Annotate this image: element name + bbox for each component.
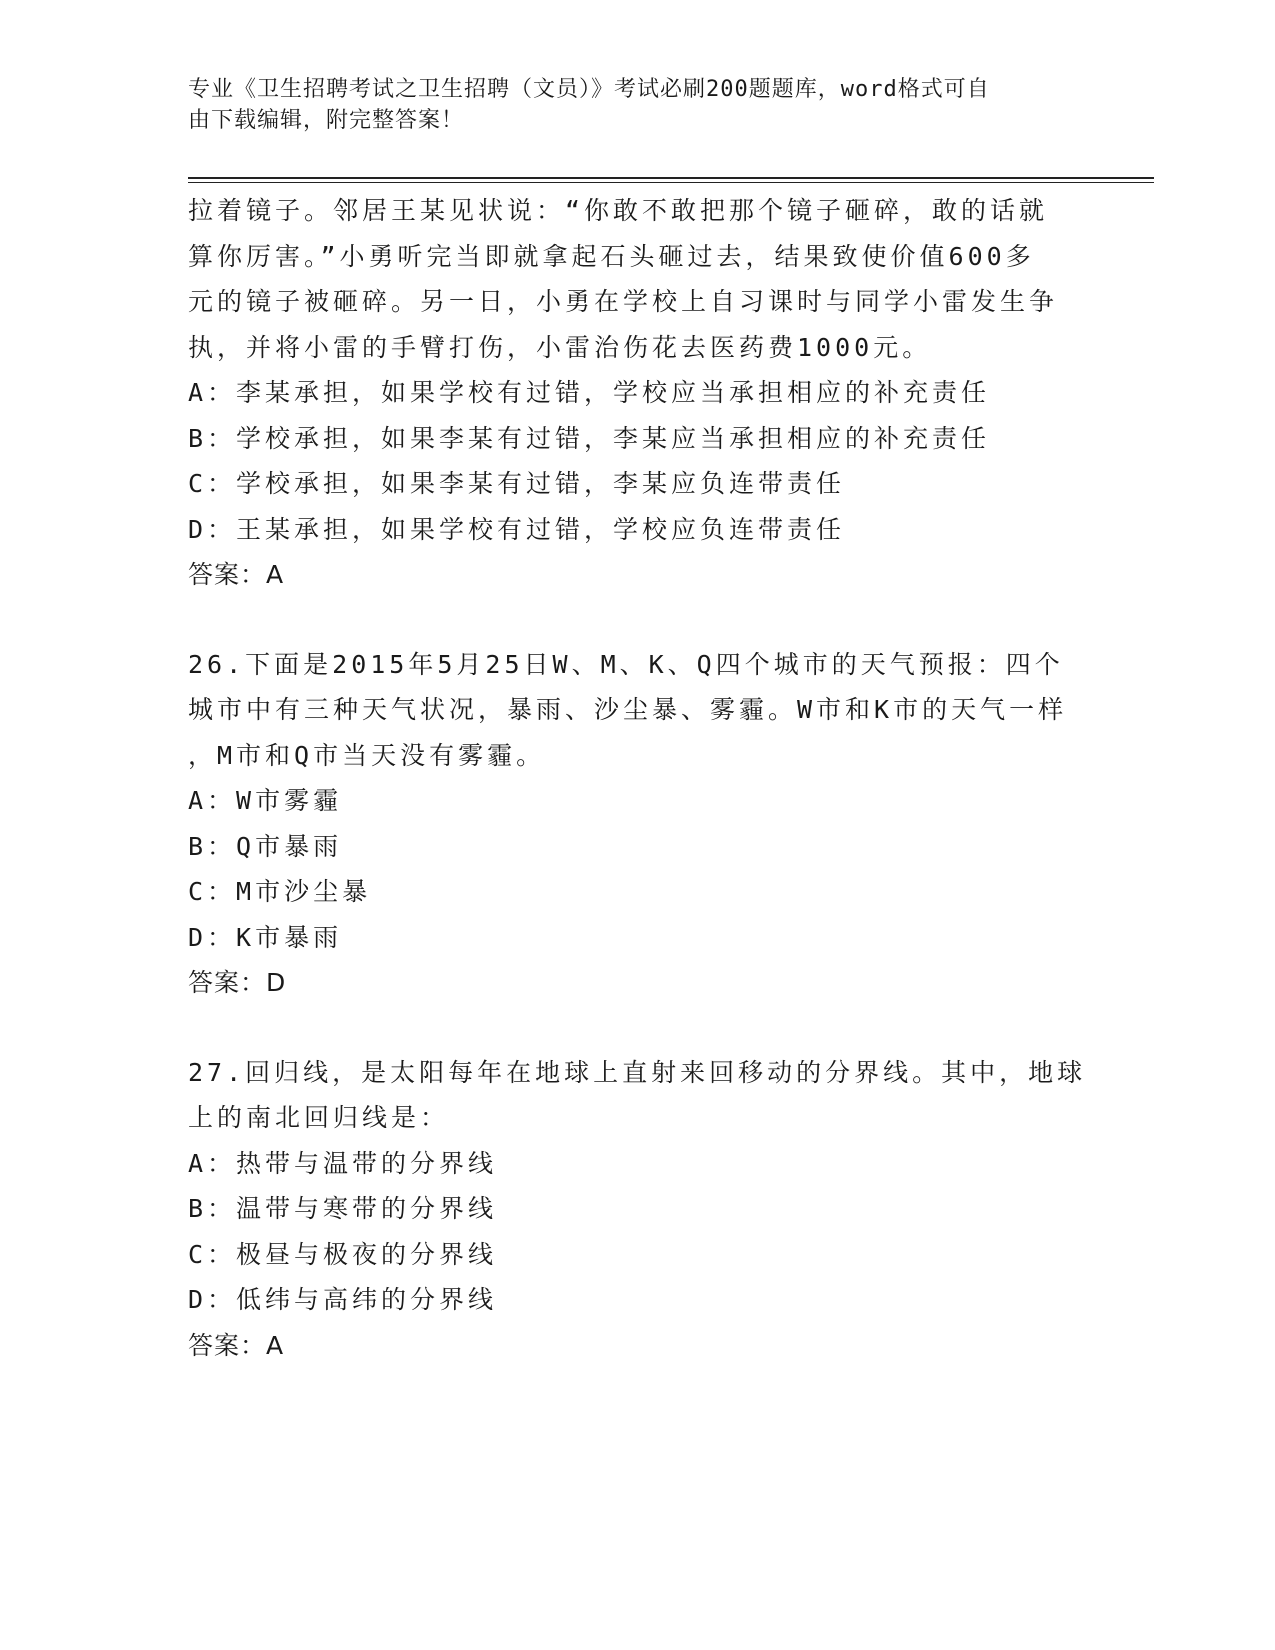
option-d: D：王某承担，如果学校有过错，学校应负连带责任 xyxy=(188,514,846,544)
option-d: D：K市暴雨 xyxy=(188,922,343,952)
question-stem-line: 元的镜子被砸碎。另一日，小勇在学校上自习课时与同学小雷发生争 xyxy=(188,287,1059,316)
option-c: C：极昼与极夜的分界线 xyxy=(188,1239,498,1269)
option-a: A：李某承担，如果学校有过错，学校应当承担相应的补充责任 xyxy=(188,378,991,407)
question-25 xyxy=(188,188,1088,598)
question-list xyxy=(188,188,1088,1368)
question-stem-line: 拉着镜子。邻居王某见状说：“你敢不敢把那个镜子砸碎，敢的话就 xyxy=(188,196,1049,225)
option-c: C：学校承担，如果李某有过错，李某应负连带责任 xyxy=(188,469,846,498)
question-27 xyxy=(188,1050,1088,1369)
answer-label: 答案：D xyxy=(188,968,287,997)
page-header xyxy=(188,74,1068,136)
option-b: B：学校承担，如果李某有过错，李某应当承担相应的补充责任 xyxy=(188,423,991,453)
question-26 xyxy=(188,642,1088,1006)
option-c: C：M市沙尘暴 xyxy=(188,877,372,906)
option-d: D：低纬与高纬的分界线 xyxy=(188,1285,498,1314)
answer-label: 答案：A xyxy=(188,1330,285,1360)
header-rule-thin xyxy=(188,182,1154,183)
question-stem-line: 26.下面是2015年5月25日W、M、K、Q四个城市的天气预报：四个 xyxy=(188,649,1064,679)
question-stem-line: ，M市和Q市当天没有雾霾。 xyxy=(188,740,546,770)
answer-label: 答案：A xyxy=(188,560,285,589)
header-rule-thick xyxy=(188,177,1154,179)
question-stem-line: 城市中有三种天气状况，暴雨、沙尘暴、雾霾。W市和K市的天气一样 xyxy=(188,695,1068,724)
header-line-2: 由下载编辑，附完整答案！ xyxy=(188,108,465,133)
spacer xyxy=(188,598,1088,642)
question-stem-line: 执，并将小雷的手臂打伤，小雷治伤花去医药费1000元。 xyxy=(188,332,932,362)
question-stem-line: 27.回归线，是太阳每年在地球上直射来回移动的分界线。其中，地球 xyxy=(188,1057,1087,1087)
spacer xyxy=(188,1006,1088,1050)
question-stem-line: 上的南北回归线是： xyxy=(188,1103,450,1132)
option-b: B：Q市暴雨 xyxy=(188,831,343,861)
question-stem-line: 算你厉害。”小勇听完当即就拿起石头砸过去，结果致使价值600多 xyxy=(188,241,1035,271)
option-a: A：W市雾霾 xyxy=(188,786,343,815)
header-line-1: 专业《卫生招聘考试之卫生招聘（文员）》考试必刷200题题库，word格式可自 xyxy=(188,77,990,102)
option-a: A：热带与温带的分界线 xyxy=(188,1148,498,1178)
option-b: B：温带与寒带的分界线 xyxy=(188,1194,498,1223)
